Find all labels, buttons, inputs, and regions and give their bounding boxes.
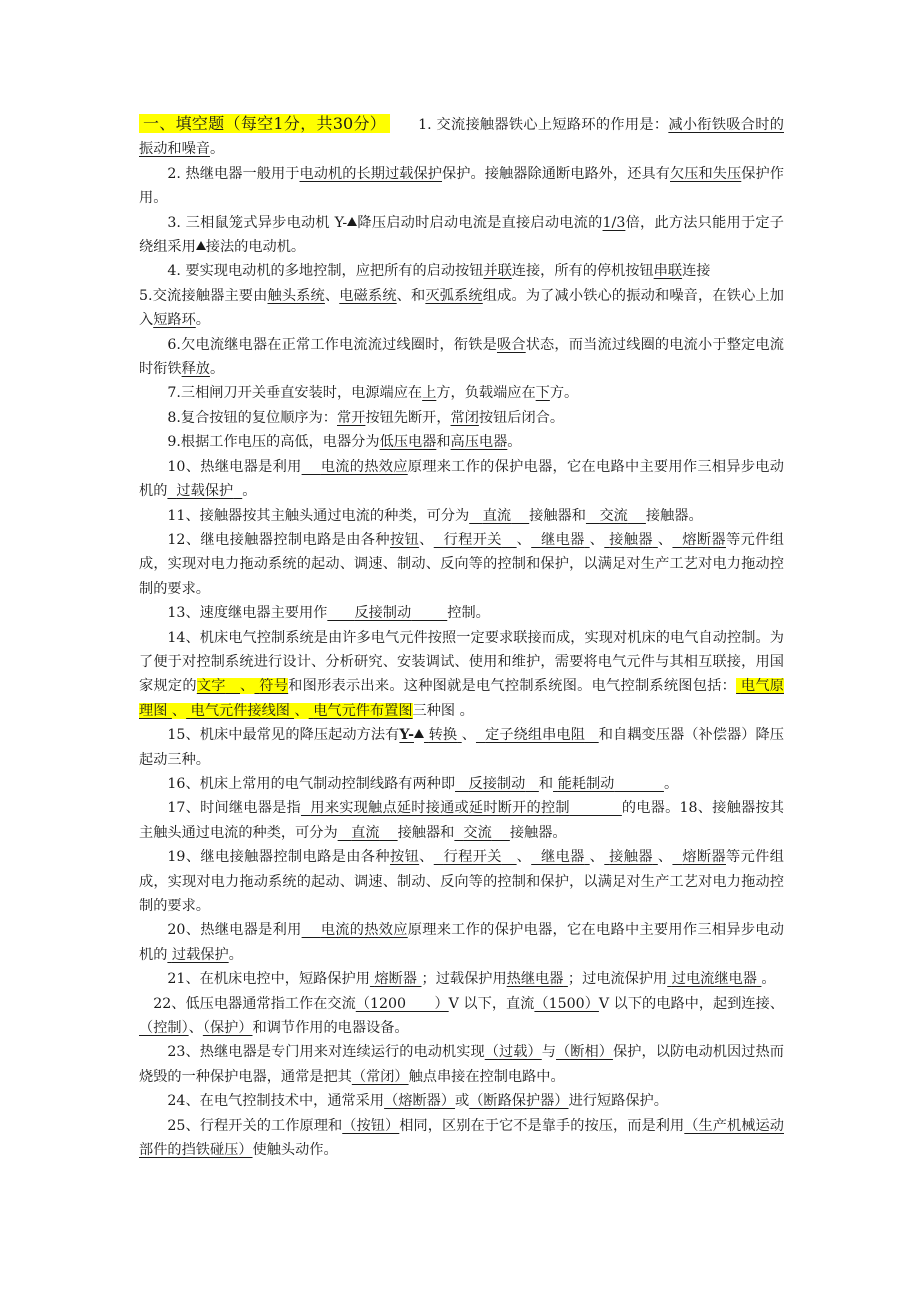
answer: （控制） bbox=[139, 1020, 189, 1037]
triangle-icon bbox=[347, 217, 357, 226]
question-4: 4. 要实现电动机的多地控制，应把所有的启动按钮并联连接，所有的停机按钮串联连接 bbox=[167, 263, 711, 280]
answer: （1200 ） bbox=[355, 995, 449, 1012]
question-12: 12、继电接触器控制电路是由各种按钮、 行程开关 、 继电器 、 接触器 、 熔断器等元件组成，实现对电力拖动系统的起动、调速、制动、反向等的控制和保护，以满足对生产工艺对电力拖动控制的要求。 bbox=[139, 531, 784, 597]
answer: 短路环 bbox=[153, 312, 196, 329]
question-24: 24、在电气控制技术中，通常采用（熔断器）或（断路保护器）进行短路保护。 bbox=[167, 1093, 668, 1110]
question-19: 19、继电接触器控制电路是由各种按钮、 行程开关 、 继电器 、 接触器 、 熔断器等元件组成，实现对电力拖动系统的起动、调速、制动、反向等的控制和保护，以满足对生产工艺对电力拖动控制的要求。 bbox=[139, 849, 784, 914]
answer: 电气原理图 bbox=[139, 678, 784, 719]
answer: 触头系统 bbox=[267, 287, 325, 304]
answer: （常闭） bbox=[351, 1068, 409, 1085]
answer: 行程开关 bbox=[443, 531, 502, 548]
answer: 低压电器 bbox=[379, 434, 437, 451]
question-14: 14、机床电气控制系统是由许多电气元件按照一定要求联接而成，实现对机床的电气自动控制。为了便于对控制系统进行设计、分析研究、安装调试、使用和维护，需要将电气元件与其相互联接，用国家规定的文字 、 符号和图形表示出来。这种图就是电气控制系统图。电气控制系统图包括： 电气原理图 、 电气元件接线图 、 电气元件布置图三种图 。 bbox=[139, 629, 784, 719]
answer: 电气元件接线图 bbox=[186, 703, 294, 719]
answer: 释放 bbox=[181, 361, 210, 378]
question-22: 22、低压电器通常指工作在交流（1200 ）V 以下，直流（1500）V 以下的电路中，起到连接、（控制）、（保护）和调节作用的电器设备。 bbox=[139, 995, 784, 1037]
answer: 电磁系统 bbox=[339, 287, 397, 304]
answer: 欠压和失压 bbox=[670, 165, 742, 182]
answer: （1500） bbox=[534, 995, 599, 1012]
answer: 电动机的长期过载保护 bbox=[299, 165, 443, 182]
answer: 减小衔铁吸合时的振动和噪音 bbox=[139, 117, 784, 158]
answer: 过电流继电器 bbox=[671, 971, 757, 988]
answer: 按钮 bbox=[389, 849, 420, 866]
question-13: 13、速度继电器主要用作 反接制动 控制。 bbox=[167, 605, 490, 622]
triangle-icon bbox=[414, 729, 424, 738]
answer: 电气元件布置图 bbox=[309, 703, 413, 719]
answer: 交流 bbox=[463, 824, 492, 841]
question-7: 7.三相闸刀开关垂直安装时，电源端应在上方，负载端应在下方。 bbox=[167, 385, 579, 402]
question-15: 15、机床中最常见的降压起动方法有Y- 转换 、 定子绕组串电阻 和自耦变压器（补偿器）降压起动三种。 bbox=[139, 727, 784, 768]
answer: 并联 bbox=[483, 263, 512, 280]
answer: 常开 bbox=[337, 409, 366, 426]
answer: 接触器 bbox=[609, 531, 653, 548]
question-list bbox=[139, 112, 784, 1162]
answer: 直流 bbox=[482, 507, 512, 524]
question-2: 2. 热继电器一般用于电动机的长期过载保护保护。接触器除通断电路外，还具有欠压和失压保护作用。 bbox=[139, 165, 784, 207]
question-1: 一、填空题（每空1分，共30分） 1. 交流接触器铁心上短路环的作用是：减小衔铁吸合时的振动和噪音。 bbox=[139, 114, 784, 158]
question-20: 20、热继电器是利用 电流的热效应原理来工作的保护电器，它在电路中主要用作三相异步电动机的 过载保护。 bbox=[139, 922, 784, 963]
answer: 熔断器 bbox=[682, 849, 726, 866]
answer: 熔断器 bbox=[682, 531, 726, 548]
answer: 交流 bbox=[599, 507, 628, 524]
answer: 符号 bbox=[254, 678, 288, 694]
question-8: 8.复合按钮的复位顺序为：常开按钮先断开，常闭按钮后闭合。 bbox=[167, 409, 565, 426]
answer: 电流的热效应 bbox=[320, 458, 408, 475]
answer: 1/3 bbox=[602, 214, 626, 231]
question-11: 11、接触器按其主触头通过电流的种类，可分为 直流 接触器和 交流 接触器。 bbox=[167, 507, 703, 524]
answer: 串联 bbox=[653, 263, 683, 280]
answer: 电流的热效应 bbox=[320, 922, 408, 939]
answer: 下 bbox=[535, 385, 550, 402]
answer: （熔断器） bbox=[384, 1093, 456, 1110]
triangle-icon bbox=[196, 241, 206, 250]
question-16: 16、机床上常用的电气制动控制线路有两种即 反接制动 和 能耗制动 。 bbox=[167, 775, 679, 792]
answer: 过载保护 bbox=[176, 483, 234, 500]
answer: 热继电器 bbox=[506, 971, 564, 988]
question-25: 25、行程开关的工作原理和（按钮）相同，区别在于它不是靠手的按压，而是利用（生产机械运动部件的挡铁碰压）使触头动作。 bbox=[139, 1117, 784, 1159]
answer: 接触器 bbox=[609, 849, 653, 866]
answer: 继电器 bbox=[541, 849, 585, 866]
answer: 上 bbox=[422, 385, 437, 402]
answer: Y- 转换 bbox=[399, 727, 458, 744]
answer: 吸合 bbox=[496, 336, 526, 353]
answer: 反接制动 bbox=[354, 605, 412, 622]
answer: （按钮） bbox=[342, 1117, 400, 1134]
question-21: 21、在机床电控中，短路保护用 熔断器 ；过载保护用热继电器 ；过电流保护用 过电流继电器 。 bbox=[167, 971, 776, 988]
answer: 过载保护 bbox=[171, 946, 229, 963]
answer: （过载） bbox=[484, 1044, 542, 1061]
question-5: 5.交流接触器主要由触头系统、电磁系统、和灭弧系统组成。为了减小铁心的振动和噪音，在铁心上加入短路环。 bbox=[139, 287, 784, 329]
question-17: 17、时间继电器是指 用来实现触点延时接通或延时断开的控制 的电器。18、接触器按其主触头通过电流的种类，可分为 直流 接触器和 交流 接触器。 bbox=[139, 800, 784, 841]
answer: 继电器 bbox=[541, 531, 585, 548]
answer: 直流 bbox=[351, 824, 380, 841]
answer: 按钮 bbox=[389, 531, 420, 548]
answer: 高压电器 bbox=[450, 434, 508, 451]
answer: 灭弧系统 bbox=[425, 287, 483, 304]
question-3: 3. 三相鼠笼式异步电动机 Y- 降压启动时启动电流是直接启动电流的1/3倍，此方法只能用于定子绕组采用 接法的电动机。 bbox=[139, 214, 784, 256]
answer: 熔断器 bbox=[374, 971, 417, 988]
question-10: 10、热继电器是利用 电流的热效应原理来工作的保护电器，它在电路中主要用作三相异步电动机的 过载保护 。 bbox=[139, 458, 784, 500]
answer: （断相） bbox=[556, 1044, 613, 1061]
section-heading: 一、填空题（每空1分，共30分） bbox=[139, 114, 390, 133]
answer: 能耗制动 bbox=[557, 775, 615, 792]
question-9: 9.根据工作电压的高低，电器分为低压电器和高压电器。 bbox=[167, 434, 522, 451]
answer: 行程开关 bbox=[443, 849, 502, 866]
question-23: 23、热继电器是专门用来对连续运行的电动机实现（过载）与（断相）保护，以防电动机因过热而烧毁的一种保护电器，通常是把其（常闭）触点串接在控制电路中。 bbox=[139, 1044, 784, 1085]
answer: 常闭 bbox=[450, 409, 479, 426]
question-6: 6.欠电流继电器在正常工作电流流过线圈时，衔铁是吸合状态，而当流过线圈的电流小于整定电流时衔铁释放。 bbox=[139, 336, 784, 378]
answer: 用来实现触点延时接通或延时断开的控制 bbox=[310, 800, 570, 817]
answer: 定子绕组串电阻 bbox=[485, 727, 585, 744]
answer: （生产机械运动部件的挡铁碰压） bbox=[139, 1117, 784, 1159]
answer: （保护） bbox=[202, 1020, 253, 1037]
answer: （断路保护器） bbox=[469, 1093, 569, 1110]
answer: 文字 bbox=[197, 678, 240, 694]
answer: 反接制动 bbox=[468, 775, 526, 792]
